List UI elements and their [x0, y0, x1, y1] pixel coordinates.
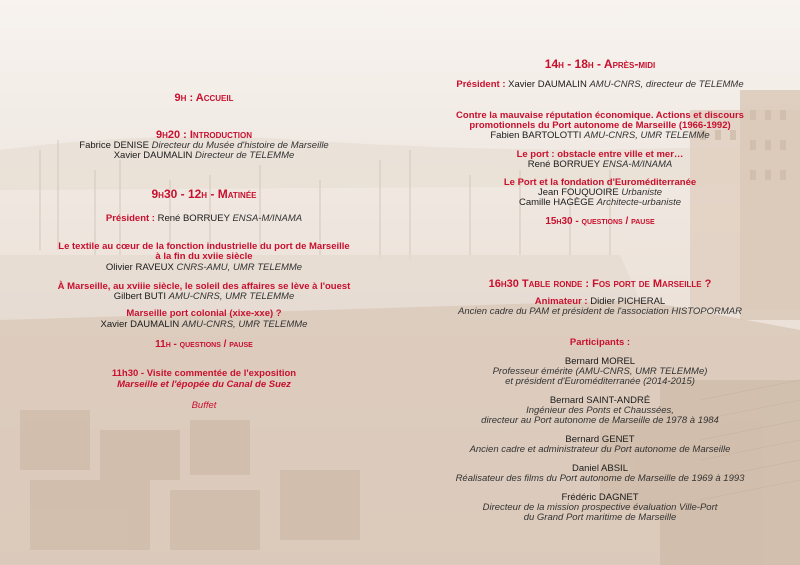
president-name: René BORRUEY: [157, 213, 230, 224]
apresmidi-heading: 14h - 18h - Après-midi: [544, 57, 656, 71]
participant-role: directeur au Port autonome de Marseille de 1978 à 1984: [481, 415, 719, 426]
buffet-label: Buffet: [191, 400, 217, 411]
participant-role: du Grand Port maritime de Marseille: [523, 512, 677, 523]
speaker-role: ENSA-M/INAMA: [602, 159, 673, 170]
participant-name: Bernard MOREL: [564, 356, 636, 367]
speaker-role: Directeur de TELEMMe: [195, 150, 295, 161]
speaker-name: Jean FOUQUOIRE: [537, 187, 619, 198]
speaker-name: Olivier RAVEUX: [105, 262, 174, 273]
participant-role: Professeur émérite (AMU-CNRS, UMR TELEMMe): [492, 366, 708, 377]
participant-role: Ancien cadre et administrateur du Port autonome de Marseille: [469, 444, 731, 455]
speaker-name: Xavier DAUMALIN: [100, 319, 180, 330]
table-ronde-heading: 16h30 Table ronde : Fos port de Marseille ?: [488, 278, 712, 290]
president-role: ENSA-M/INAMA: [232, 213, 303, 224]
afternoon-pause: 15h30 - questions / pause: [545, 216, 655, 227]
president-label: Président :: [105, 213, 155, 224]
morning-pause: 11h - questions / pause: [155, 339, 253, 350]
participant-name: Bernard SAINT-ANDRÉ: [549, 395, 651, 406]
talk-title: promotionnels du Port autonome de Marseille (1966-1992): [469, 120, 731, 131]
animateur-label: Animateur :: [534, 296, 588, 307]
participants-heading: Participants :: [569, 337, 631, 348]
afternoon-president: [418, 80, 782, 90]
visit-heading: 11h30 - Visite commentée de l'exposition: [111, 368, 297, 379]
talk-title: Le port : obstacle entre ville et mer…: [516, 149, 684, 160]
president-label: Président :: [456, 79, 506, 90]
animateur-name: Didier PICHERAL: [590, 296, 666, 307]
speaker-role: CNRS-AMU, UMR TELEMMe: [176, 262, 303, 273]
speaker-name: Fabrice DENISE: [79, 140, 149, 151]
president-name: Xavier DAUMALIN: [508, 79, 587, 90]
speaker-name: René BORRUEY: [527, 159, 600, 170]
talk-title: à la fin du xviie siècle: [155, 251, 253, 262]
introduction-heading: 9h20 : Introduction: [155, 129, 253, 141]
speaker-role: Architecte-urbaniste: [596, 197, 682, 208]
talk-title: Marseille port colonial (xixe-xxe) ?: [126, 308, 282, 319]
talk-title: Le Port et la fondation d'Euroméditerranée: [503, 177, 697, 188]
participant-role: Ingénieur des Ponts et Chaussées,: [526, 405, 674, 416]
speaker-role: AMU-CNRS, UMR TELEMMe: [168, 291, 295, 302]
speaker-role: AMU-CNRS, UMR TELEMMe: [584, 130, 710, 141]
participant-name: Daniel ABSIL: [572, 463, 628, 474]
speaker-name: Camille HAGÈGE: [518, 197, 594, 208]
talk-title: Contre la mauvaise réputation économique. Actions et discours: [456, 110, 744, 121]
participant-role: Réalisateur des films du Port autonome de Marseille de 1969 à 1993: [455, 473, 745, 484]
talk-speaker: [418, 160, 782, 170]
speaker-role: Directeur du Musée d'histoire de Marseille: [151, 140, 329, 151]
animateur-role: Ancien cadre du PAM et président de l'association HISTOPORMAR: [458, 306, 742, 317]
speaker-role: AMU-CNRS, UMR TELEMMe: [181, 319, 308, 330]
participant-role: Directeur de la mission prospective évaluation Ville-Port: [482, 502, 718, 513]
talk-speaker: [18, 320, 390, 330]
participant-name: Frédéric DAGNET: [561, 492, 639, 503]
talk-speaker: [18, 263, 390, 273]
exhibition-title: Marseille et l'épopée du Canal de Suez: [117, 379, 291, 390]
speaker-name: Xavier DAUMALIN: [113, 150, 193, 161]
speaker-name: Fabien BARTOLOTTI: [490, 130, 582, 141]
president-role: AMU-CNRS, directeur de TELEMMe: [589, 79, 744, 90]
morning-president: [18, 214, 390, 224]
talk-speaker: [418, 131, 782, 141]
talk-speaker: [418, 198, 782, 208]
accueil-heading: 9h : Accueil: [174, 92, 234, 104]
talk-title: Le textile au cœur de la fonction industrielle du port de Marseille: [58, 241, 350, 252]
intro-speaker: [18, 151, 390, 161]
talk-title: À Marseille, au xviiie siècle, le soleil des affaires se lève à l'ouest: [57, 281, 351, 292]
speaker-role: Urbaniste: [621, 187, 663, 198]
participant-name: Bernard GENET: [565, 434, 635, 445]
participant-role: et président d'Euroméditerranée (2014-2015): [505, 376, 695, 387]
speaker-name: Gilbert BUTI: [113, 291, 166, 302]
talk-speaker: [18, 292, 390, 302]
matinee-heading: 9h30 - 12h - Matinée: [151, 187, 257, 201]
